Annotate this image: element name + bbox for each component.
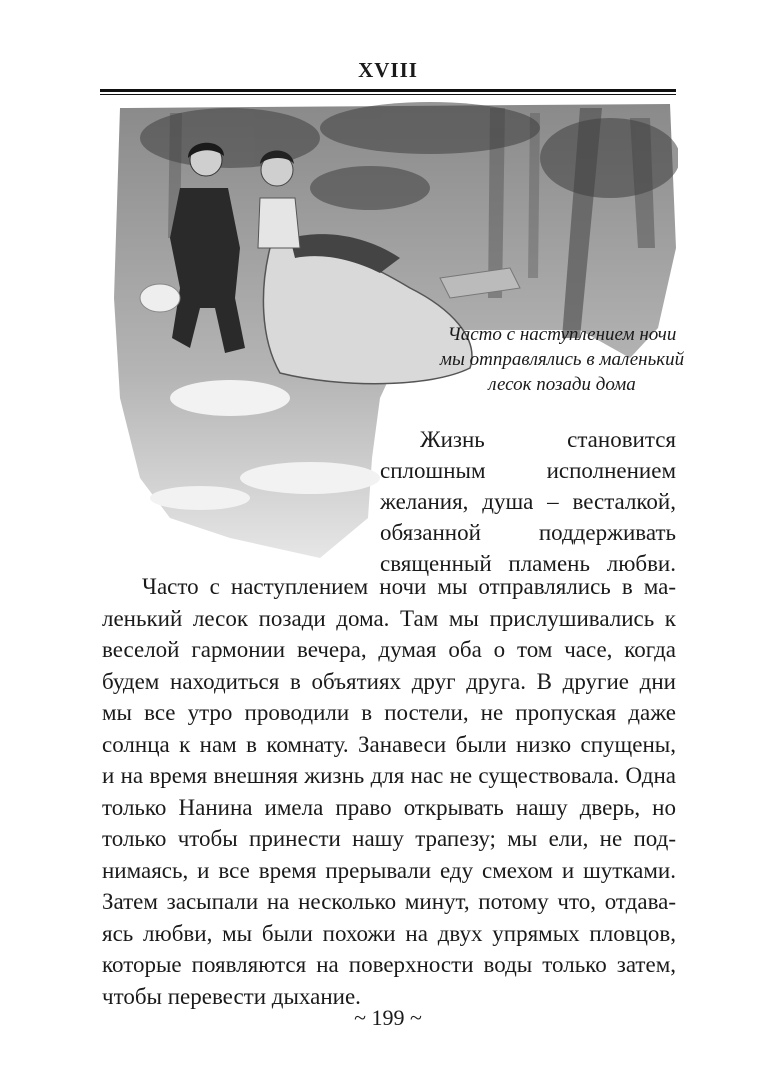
body-line: и на время внешняя жизнь для нас не существовала. Одна <box>102 763 676 788</box>
body-line: ясь любви, мы были похожи на двух упрямых пловцов, <box>102 920 676 946</box>
body-line: нимаясь, и все время прерывали еду смехом и шутками. <box>102 857 676 883</box>
body-line: Часто с наступлением ночи мы отправлялись в ма- <box>142 574 676 599</box>
body-line: Затем засыпали на несколько минут, потому что, отдава- <box>102 889 676 914</box>
body-line: ленький лесок позади дома. Там мы прислушивались к <box>102 605 676 631</box>
body-line: веселой гармонии вечера, думая оба о том часе, когда <box>102 637 676 662</box>
side-line: священный пламень любви. <box>380 551 676 576</box>
caption-line: мы отправлялись в маленький <box>439 349 685 370</box>
body-line: только Нанина имела право открывать нашу дверь, но <box>102 794 676 820</box>
caption-line: лесок позади дома <box>488 374 636 395</box>
side-line: Жизнь становится <box>420 427 676 452</box>
body-line: которые появляются на поверхности воды только затем, <box>102 952 676 977</box>
body-line: чтобы перевести дыхание. <box>102 983 361 1009</box>
header-rule-thick <box>100 89 676 92</box>
body-line: будем находиться в объятиях друг друга. В другие дни <box>102 668 676 694</box>
side-line: желания, душа – весталкой, <box>380 489 676 514</box>
body-line: солнца к нам в комнату. Занавеси были низко спущены, <box>102 731 676 757</box>
side-text <box>380 424 676 579</box>
body-text <box>102 571 676 1012</box>
rock <box>140 284 180 312</box>
header-rule-thin <box>100 94 676 95</box>
chapter-heading: XVIII <box>358 58 418 82</box>
body-line: мы все утро проводили в постели, не пропуская даже <box>102 700 676 725</box>
caption-line: Часто с наступлением ночи <box>447 324 677 345</box>
illustration-caption <box>420 322 704 397</box>
page-number: ~ 199 ~ <box>354 1005 422 1030</box>
side-line: сплошным исполнением <box>380 458 676 483</box>
body-line: только чтобы принести нашу трапезу; мы ели, не под- <box>102 826 676 851</box>
side-line: обязанной поддерживать <box>380 520 676 545</box>
